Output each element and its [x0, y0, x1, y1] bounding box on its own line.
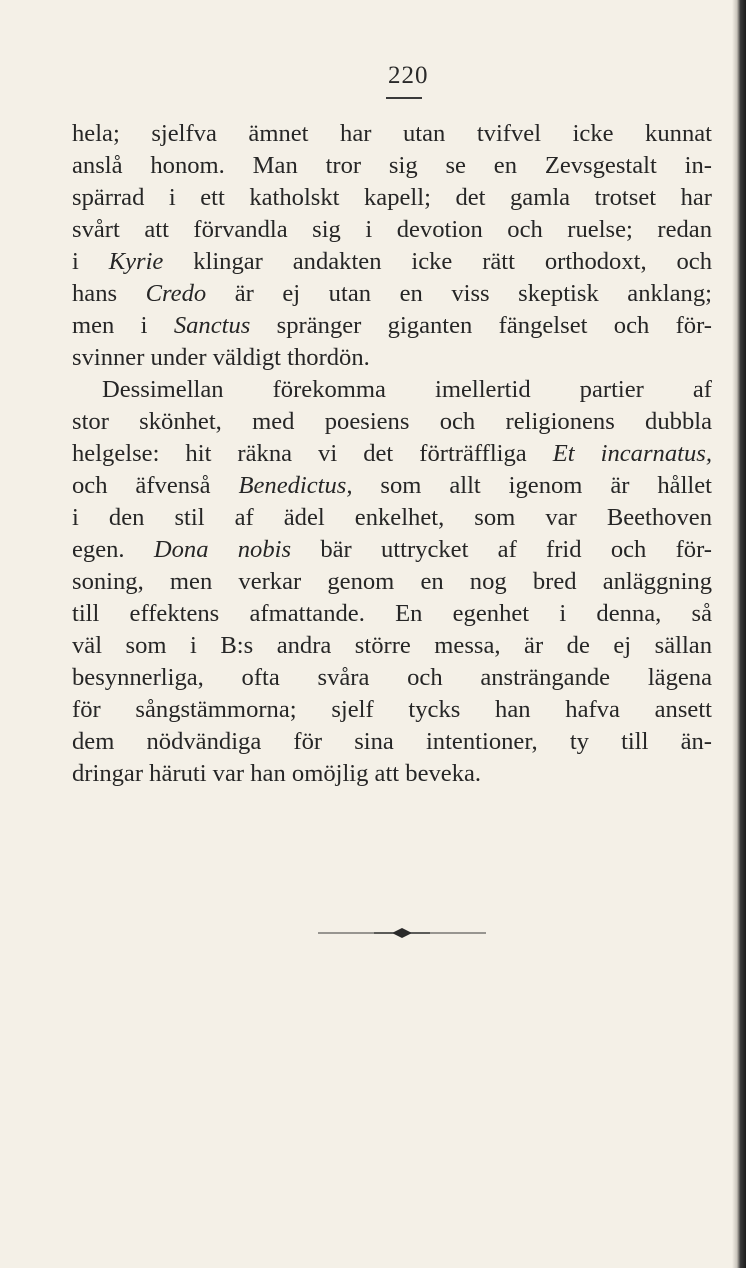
text-line: stor skönhet, med poesiens och religionens dubbla — [72, 408, 712, 435]
text-span: hans — [72, 280, 146, 307]
text-line: anslå honom. Man tror sig se en Zevsgestalt in- — [72, 152, 712, 179]
italic-title-benedictus: Benedictus, — [238, 472, 353, 499]
text-line: spärrad i ett katholskt kapell; det gamla trotset har — [72, 184, 712, 211]
paragraph-1 — [72, 118, 712, 374]
text-line — [72, 438, 712, 470]
text-line: hela; sjelfva ämnet har utan tvifvel icke kunnat — [72, 120, 712, 147]
text-span: bär uttrycket af frid och för- — [291, 536, 712, 563]
text-line: svårt att förvandla sig i devotion och ruelse; redan — [72, 216, 712, 243]
text-line: dringar häruti var han omöjlig att beveka. — [72, 760, 482, 787]
body-text — [72, 118, 712, 790]
italic-title-et-incarnatus: Et incarnatus, — [552, 440, 712, 467]
diamond-rule-ornament-icon — [318, 926, 486, 940]
italic-title-sanctus: Sanctus — [173, 312, 251, 339]
text-span: och äfvenså — [72, 472, 239, 499]
text-line: soning, men verkar genom en nog bred anläggning — [72, 568, 712, 595]
text-line — [72, 470, 712, 502]
paragraph-2 — [72, 374, 712, 790]
text-line: dem nödvändiga för sina intentioner, ty till än- — [72, 728, 712, 755]
text-line: till effektens afmattande. En egenhet i denna, så — [72, 600, 712, 627]
page-number: 220 — [388, 62, 429, 89]
italic-title-kyrie: Kyrie — [108, 248, 164, 275]
text-span: i — [72, 248, 109, 275]
text-line: väl som i B:s andra större messa, är de ej sällan — [72, 632, 712, 659]
italic-title-dona-nobis: Dona nobis — [153, 536, 292, 563]
text-line: besynnerliga, ofta svåra och ansträngande lägena — [72, 664, 712, 691]
text-line — [72, 310, 712, 342]
text-span: helgelse: hit räkna vi det förträffliga — [72, 440, 553, 467]
italic-title-credo: Credo — [145, 280, 207, 307]
book-spine-edge — [732, 0, 746, 1268]
text-line: i den stil af ädel enkelhet, som var Beethoven — [72, 504, 712, 531]
text-line: Dessimellan förekomma imellertid partier af — [102, 376, 712, 403]
text-line: svinner under väldigt thordön. — [72, 344, 370, 371]
text-span: spränger giganten fängelset och för- — [250, 312, 712, 339]
text-span: klingar andakten icke rätt orthodoxt, och — [163, 248, 712, 275]
page-number-underline — [386, 97, 422, 99]
text-span: som allt igenom är hållet — [352, 472, 712, 499]
text-span: egen. — [72, 536, 154, 563]
text-line — [72, 534, 712, 566]
text-span: men i — [72, 312, 174, 339]
text-line — [72, 246, 712, 278]
text-span: är ej utan en viss skeptisk anklang; — [206, 280, 712, 307]
text-line — [72, 278, 712, 310]
text-line: för sångstämmorna; sjelf tycks han hafva ansett — [72, 696, 712, 723]
